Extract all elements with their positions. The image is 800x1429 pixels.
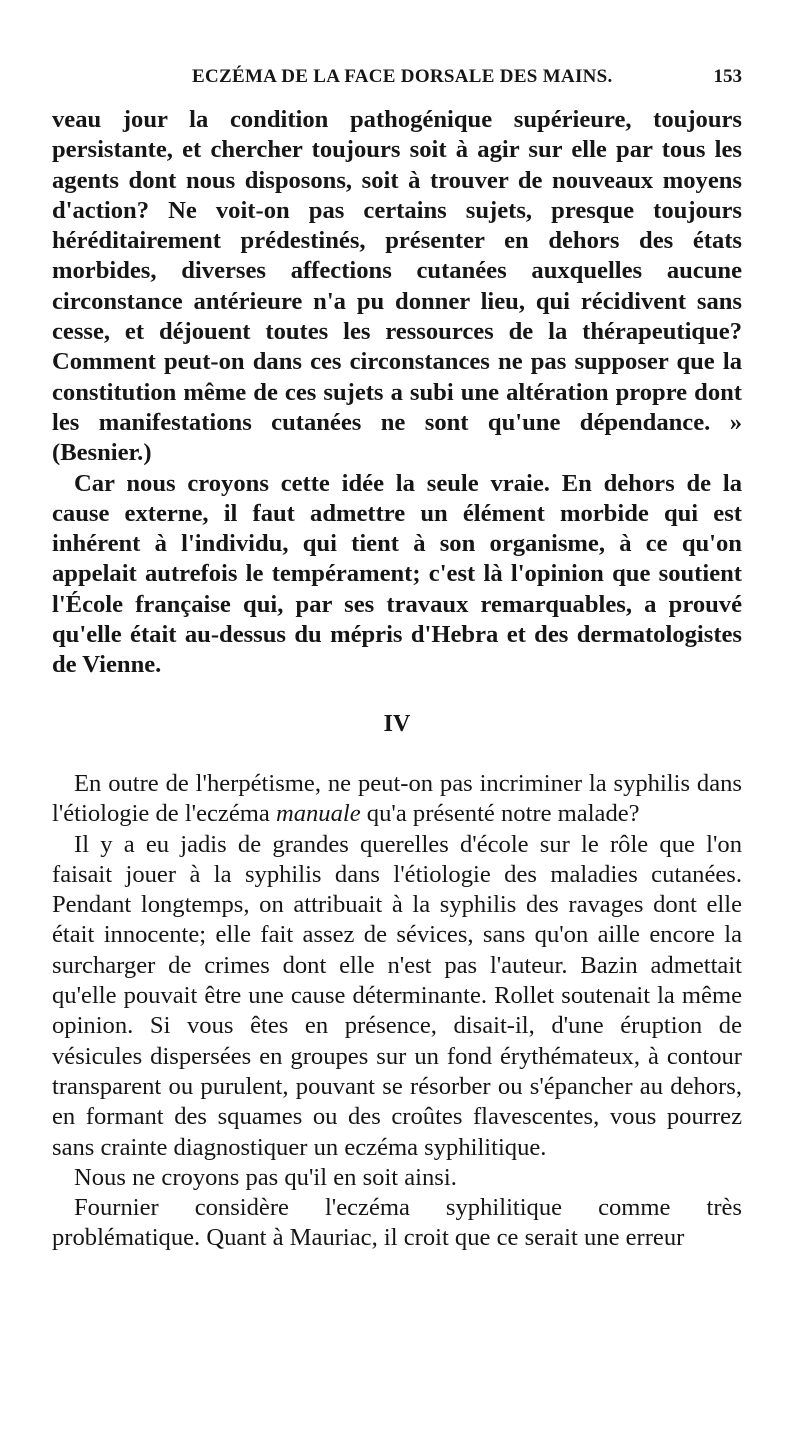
paragraph-text: En outre de l'herpétisme, ne peut-on pas incriminer la syphilis dans l'étiologie de l'eczéma: [52, 769, 742, 828]
page-header: [52, 66, 742, 96]
page-number: 153: [713, 66, 742, 87]
paragraph: Il y a eu jadis de grandes querelles d'école sur le rôle que l'on faisait jouer à la syphilis dans l'étiologie des maladies cutanées. Pendant longtemps, on attribuait à la syphilis des ravages dont elle était innocente; elle fait assez de sévices, sans qu'on aille encore la surcharger de crimes dont elle n'est pas l'auteur. Bazin admettait qu'elle pouvait être une cause déterminante. Rollet soutenait la même opinion. Si vous êtes en présence, disait-il, d'une éruption de vésicules dispersées en groupes sur un fond érythémateux, à contour transparent ou purulent, pouvant se résorber ou s'épancher au dehors, en formant des squames ou des croûtes flavescentes, vous pourrez sans crainte diagnostiquer un eczéma syphilitique.: [52, 830, 742, 1161]
paragraph: [52, 769, 742, 830]
paragraph-text: qu'a présenté notre malade?: [360, 800, 640, 828]
section-heading: IV: [383, 710, 411, 737]
body-text: [52, 105, 742, 1254]
paragraph: veau jour la condition pathogénique supérieure, toujours persistante, et chercher toujours soit à agir sur elle par tous les agents dont nous disposons, soit à trouver de nouveaux moyens d'action? Ne voit-on pas certains sujets, presque toujours héréditairement prédestinés, présenter en dehors des états morbides, diverses affections cutanées auxquelles aucune circonstance antérieure n'a pu donner lieu, qui récidivent sans cesse, et déjouent toutes les ressources de la thérapeutique? Comment peut-on dans ces circonstances ne pas supposer que la constitution même de ces sujets a subi une altération propre dont les manifestations cutanées ne sont qu'une dépendance. » (Besnier.): [52, 106, 742, 467]
italic-term: manuale: [275, 800, 361, 828]
paragraph: Fournier considère l'eczéma syphilitique comme très problématique. Quant à Mauriac, il croit que ce serait une erreur: [52, 1194, 742, 1252]
paragraph: Nous ne croyons pas qu'il en soit ainsi.: [74, 1163, 457, 1191]
running-title: ECZÉMA DE LA FACE DORSALE DES MAINS.: [192, 66, 613, 87]
paragraph: Car nous croyons cette idée la seule vraie. En dehors de la cause externe, il faut admettre un élément morbide qui est inhérent à l'individu, qui tient à son organisme, à ce qu'on appelait autrefois le tempérament; c'est là l'opinion que soutient l'École française qui, par ses travaux remarquables, a prouvé qu'elle était au-dessus du mépris d'Hebra et des dermatologistes de Vienne.: [52, 469, 742, 679]
